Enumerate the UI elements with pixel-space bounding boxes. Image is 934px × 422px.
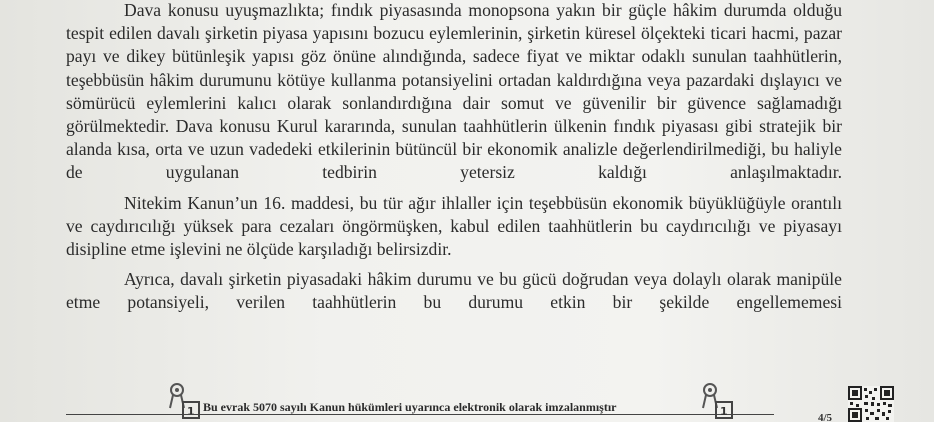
text-line: Ayrıca, davalı şirketin piyasadaki hâkim durumu ve bu gücü doğrudan veya dolaylı olarak xyxy=(124,269,772,290)
text-line: manipüle etme potansiyeli, verilen taahhütlerin bu durumu etkin bir şekilde engellememesi xyxy=(66,269,842,313)
e-signature-notice: Bu evrak 5070 sayılı Kanun hükümleri uyarınca elektronik olarak imzalanmıştır xyxy=(203,400,617,414)
text-line: Dava konusu uyuşmazlıkta; fındık piyasasında monopsona yakın bir güçle hâkim durumda xyxy=(124,0,787,20)
text-line: ticari hacmi, pazar payı ve dikey bütünleşik yapısı göz önüne alındığında, sadece fiyat ve miktar xyxy=(66,23,842,67)
text-line: büyüklüğüyle orantılı ve caydırıcılığı yüksek para cezaları öngörmüşken, kabul edilen taahhütlerin xyxy=(66,192,842,236)
document-body xyxy=(66,0,842,315)
text-line: Nitekim Kanun’un 16. maddesi, bu tür ağır ihlaller için teşebbüsün ekonomik xyxy=(124,192,684,213)
svg-text:1: 1 xyxy=(720,405,728,418)
e-signature-stamp-icon xyxy=(165,378,205,422)
text-line: olduğu tespit edilen davalı şirketin piyasa yapısını bozucu eylemlerinin, şirketin küresel ölçekteki xyxy=(66,0,842,44)
text-line: somut ve güvenilir bir güvence sağlamadığı görülmektedir. Dava konusu Kurul kararında, sunulan xyxy=(66,92,843,137)
text-line: kaldığı anlaşılmaktadır. xyxy=(598,162,842,183)
paragraph-2 xyxy=(66,192,842,262)
e-signature-stamp-icon xyxy=(698,378,738,422)
text-line: bütüncül bir ekonomik analizle değerlendirilmediği, bu haliyle de uygulanan tedbirin yetersiz xyxy=(66,139,842,183)
page-number: 4/5 xyxy=(818,412,833,422)
paragraph-1 xyxy=(66,0,842,185)
text-line: kaldırdığına veya pazardaki dışlayıcı ve sömürücü eylemlerini kalıcı olarak sonlandırdığına dair xyxy=(66,69,842,113)
text-line: bu caydırıcılığı ve piyasayı disipline etme işlevini ne ölçüde karşıladığı belirsizdir. xyxy=(66,215,842,260)
paragraph-3 xyxy=(66,268,842,314)
svg-text:1: 1 xyxy=(187,405,195,418)
text-line: taahhütlerin ülkenin fındık piyasası gibi stratejik bir alanda kısa, orta ve uzun vadedeki etkilerinin xyxy=(66,116,842,160)
text-line: odaklı sunulan taahhütlerin, teşebbüsün hâkim durumunu kötüye kullanma potansiyelini ortadan xyxy=(66,46,842,90)
qr-code-icon xyxy=(848,386,894,422)
